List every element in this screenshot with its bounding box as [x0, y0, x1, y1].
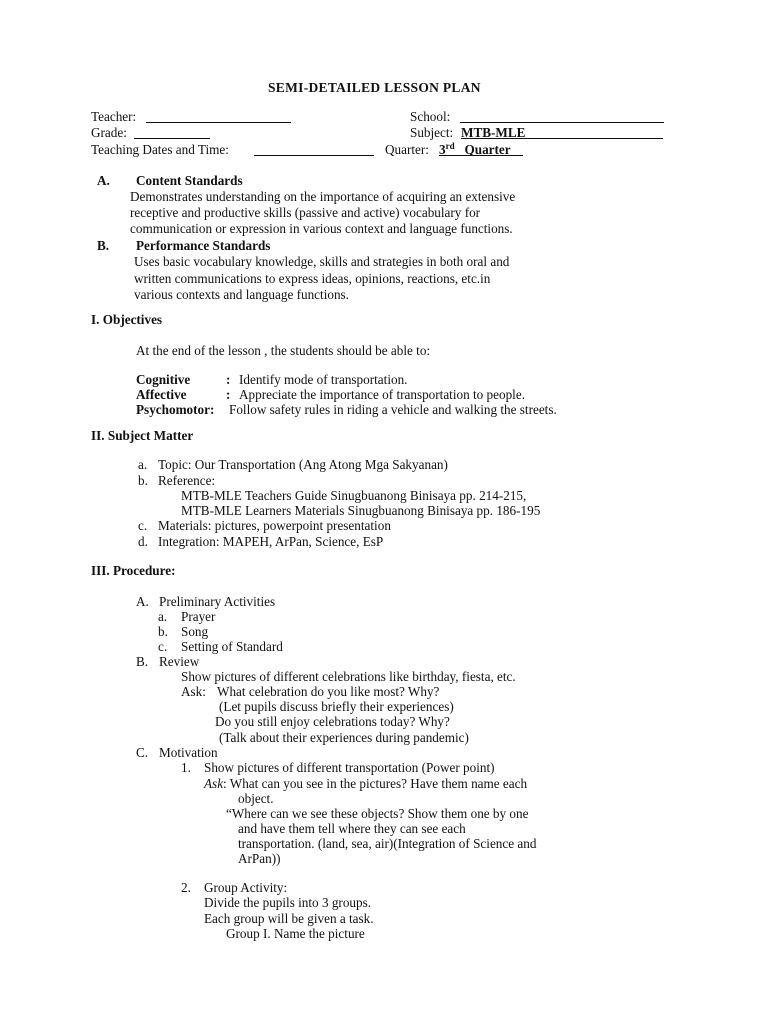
reference-line: MTB-MLE Teachers Guide Sinugbuanong Binisaya pp. 214-215,	[181, 488, 527, 503]
motivation-heading: Motivation	[159, 745, 218, 760]
objective-label: Affective	[136, 387, 187, 402]
section-a-letter: A.	[97, 173, 110, 188]
review-ask-label: Ask:	[181, 684, 206, 699]
objectives-heading: I. Objectives	[91, 312, 163, 327]
list-marker: C.	[136, 745, 149, 760]
motivation-where-line: transportation. (land, sea, air)(Integration of Science and	[238, 836, 537, 851]
page-title: SEMI-DETAILED LESSON PLAN	[268, 80, 481, 95]
objective-text: Appreciate the importance of transportation to people.	[239, 387, 525, 402]
dates-label: Teaching Dates and Time:	[91, 142, 229, 157]
list-marker: d.	[138, 534, 148, 549]
group-activity-line: Each group will be given a task.	[204, 911, 374, 926]
procedure-heading: III. Procedure:	[91, 563, 176, 578]
objective-colon: :	[226, 387, 231, 402]
subject-value: MTB-MLE	[461, 125, 526, 140]
review-ask: What celebration do you like most? Why?	[217, 684, 440, 699]
performance-standards-heading: Performance Standards	[136, 238, 271, 253]
sub-item: Setting of Standard	[181, 639, 283, 654]
objective-label: Cognitive	[136, 372, 191, 387]
subject-label: Subject:	[410, 125, 454, 140]
list-marker: 2.	[181, 880, 191, 895]
list-marker: A.	[136, 594, 149, 609]
quarter-value: 3rd Quarter	[439, 141, 511, 157]
list-marker: B.	[136, 654, 149, 669]
content-standards-line: Demonstrates understanding on the importance of acquiring an extensive	[130, 189, 516, 204]
content-standards-line: communication or expression in various context and language functions.	[130, 221, 513, 236]
integration-line: Integration: MAPEH, ArPan, Science, EsP	[158, 534, 384, 549]
topic-line: Topic: Our Transportation (Ang Atong Mga Sakyanan)	[158, 457, 448, 472]
grade-label: Grade:	[91, 125, 127, 140]
section-b-letter: B.	[97, 238, 110, 253]
subject-blank	[461, 138, 663, 139]
motivation-where-line: ArPan))	[238, 851, 281, 866]
list-marker: c.	[158, 639, 168, 654]
teacher-blank	[146, 122, 291, 123]
content-standards-heading: Content Standards	[136, 173, 243, 188]
list-marker: b.	[138, 473, 148, 488]
objectives-intro: At the end of the lesson , the students should be able to:	[136, 343, 431, 358]
sub-item: Prayer	[181, 609, 216, 624]
reference-line: MTB-MLE Learners Materials Sinugbuanong Binisaya pp. 186-195	[181, 503, 541, 518]
performance-standards-line: various contexts and language functions.	[134, 287, 349, 302]
motivation-object: object.	[238, 791, 274, 806]
subject-matter-heading: II. Subject Matter	[91, 428, 194, 443]
quarter-label: Quarter:	[385, 142, 429, 157]
objective-label: Psychomotor:	[136, 402, 215, 417]
review-talk: (Talk about their experiences during pandemic)	[219, 730, 469, 745]
motivation-item-1: Show pictures of different transportation (Power point)	[204, 760, 495, 775]
group-1-task: Group I. Name the picture	[226, 926, 365, 941]
materials-line: Materials: pictures, powerpoint presentation	[158, 518, 391, 533]
list-marker: 1.	[181, 760, 191, 775]
dates-blank	[254, 155, 374, 156]
group-activity-line: Divide the pupils into 3 groups.	[204, 895, 372, 910]
motivation-where-line: and have them tell where they can see each	[238, 821, 466, 836]
list-marker: a.	[138, 457, 148, 472]
school-label: School:	[410, 109, 451, 124]
list-marker: c.	[138, 518, 148, 533]
content-standards-line: receptive and productive skills (passive and active) vocabulary for	[130, 205, 481, 220]
school-blank	[460, 122, 664, 123]
objective-text: Identify mode of transportation.	[239, 372, 408, 387]
sub-item: Song	[181, 624, 209, 639]
list-marker: b.	[158, 624, 168, 639]
review-still: Do you still enjoy celebrations today? Why?	[215, 714, 450, 729]
review-heading: Review	[159, 654, 200, 669]
group-activity-heading: Group Activity:	[204, 880, 288, 895]
quarter-underline	[439, 155, 523, 156]
objective-colon: :	[226, 372, 231, 387]
preliminary-activities: Preliminary Activities	[159, 594, 276, 609]
teacher-label: Teacher:	[91, 109, 137, 124]
objective-text: Follow safety rules in riding a vehicle and walking the streets.	[229, 402, 557, 417]
grade-blank	[134, 138, 210, 139]
performance-standards-line: Uses basic vocabulary knowledge, skills and strategies in both oral and	[134, 254, 510, 269]
list-marker: a.	[158, 609, 168, 624]
motivation-where-line: “Where can we see these objects? Show them one by one	[226, 806, 529, 821]
motivation-ask: Ask: What can you see in the pictures? Have them name each	[204, 776, 528, 791]
reference-label: Reference:	[158, 473, 216, 488]
review-let: (Let pupils discuss briefly their experiences)	[219, 699, 454, 714]
review-show: Show pictures of different celebrations like birthday, fiesta, etc.	[181, 669, 516, 684]
performance-standards-line: written communications to express ideas, opinions, reactions, etc.in	[134, 271, 491, 286]
